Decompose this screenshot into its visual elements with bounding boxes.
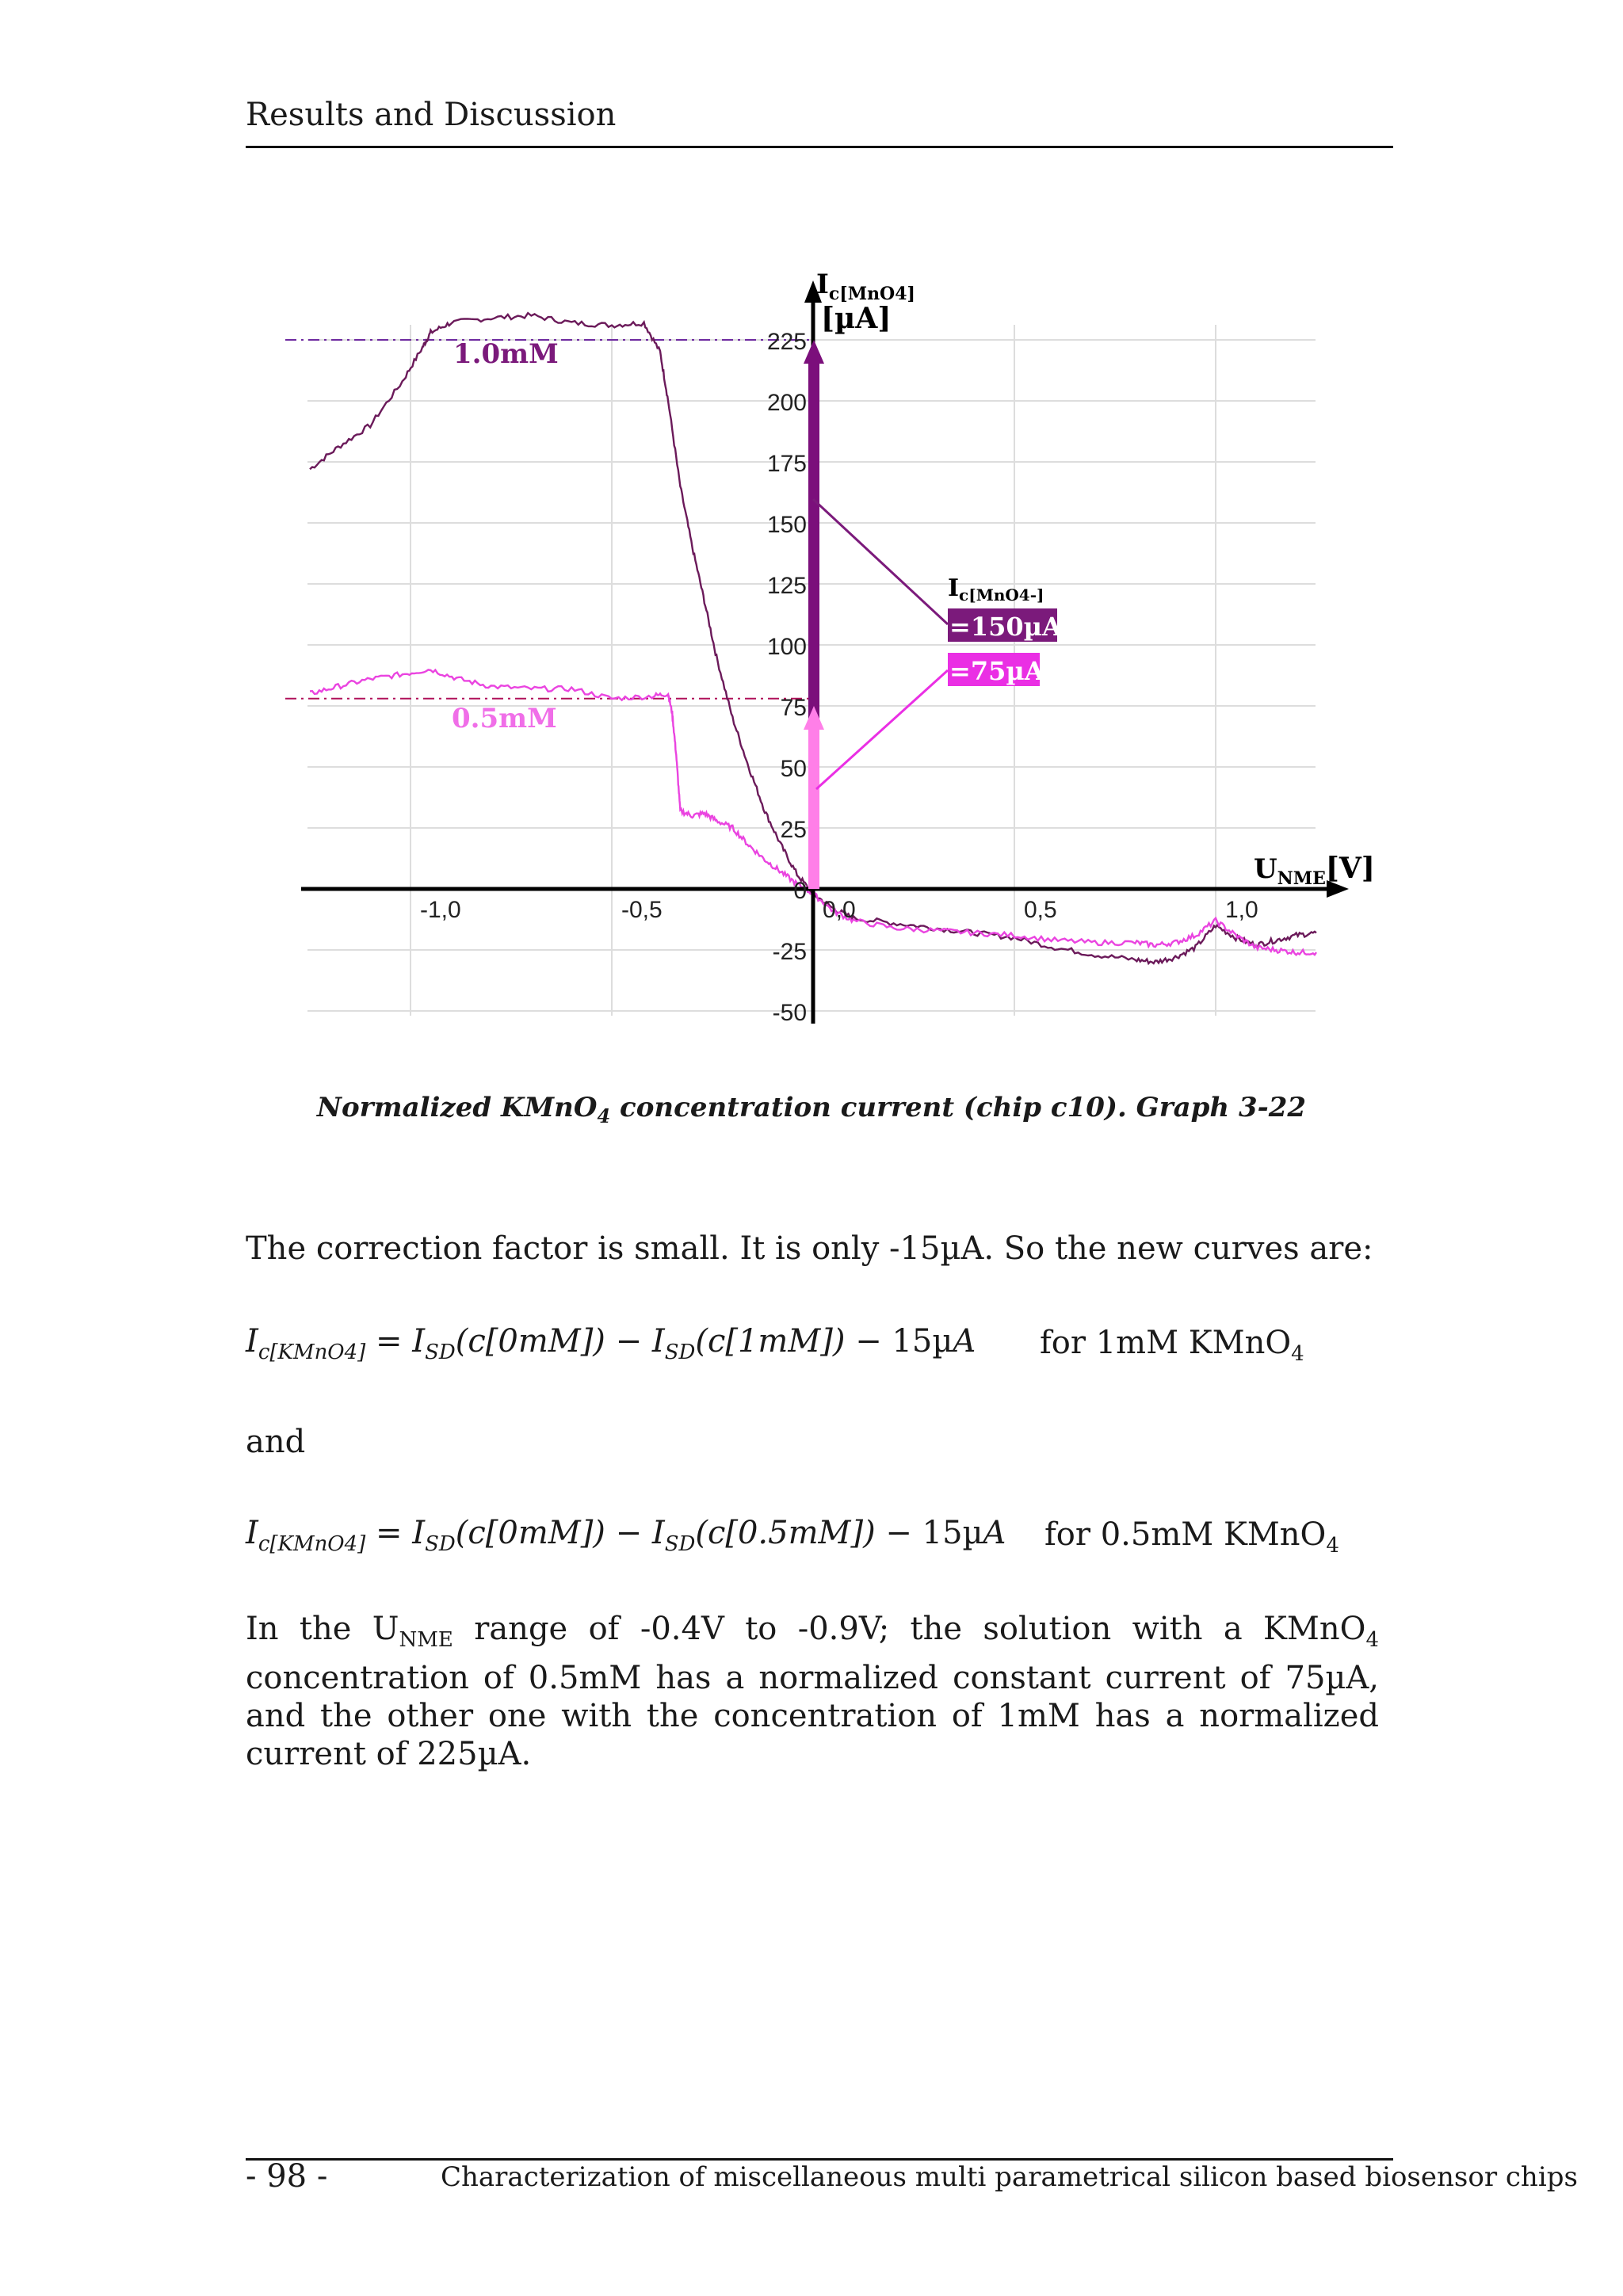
y-tick-label: 75 bbox=[780, 695, 807, 721]
y-axis-title: $I_{c[MnO4]}$ bbox=[816, 269, 915, 304]
paragraph-correction: The correction factor is small. It is only -15µA. So the new curves are: bbox=[246, 1230, 1373, 1267]
annotation-150: =150µA bbox=[949, 612, 1062, 642]
value-arrows bbox=[804, 340, 824, 889]
y-tick-label: 150 bbox=[766, 512, 807, 538]
x-tick-label: 0,0 bbox=[823, 897, 856, 923]
y-tick-label: 125 bbox=[766, 573, 807, 599]
y-tick-label: 25 bbox=[780, 817, 807, 843]
y-tick-label: -25 bbox=[772, 939, 807, 965]
equation-2: $I_{c[KMnO4]} = I_{SD}(c[0mM]) - I_{SD}(c[0.5mM]) - 15\mu A$ bbox=[246, 1515, 1006, 1556]
x-tick-label: -0,5 bbox=[621, 897, 663, 923]
page-number: - 98 - bbox=[246, 2158, 328, 2195]
footer-rule bbox=[246, 2158, 1393, 2161]
y-axis-unit: [µA] bbox=[821, 302, 892, 335]
tick-labels bbox=[420, 329, 1258, 1026]
annotation-title: $I_{c[MnO4-]}$ bbox=[948, 574, 1044, 605]
y-tick-label: 175 bbox=[766, 451, 807, 477]
x-axis-title: $U_{NME}[V]$ bbox=[1254, 852, 1375, 889]
y-tick-label: -50 bbox=[772, 1000, 807, 1026]
y-tick-label: 225 bbox=[766, 329, 807, 355]
running-header: Results and Discussion bbox=[246, 97, 617, 133]
x-tick-label: -1,0 bbox=[420, 897, 461, 923]
figure-caption: Normalized KMnO$_4$ concentration current (chip c10). Graph 3-22 bbox=[316, 1092, 1307, 1127]
label-1mm: 1.0mM bbox=[453, 338, 559, 370]
leader-line-150 bbox=[813, 499, 948, 624]
kmno4-current-chart bbox=[277, 261, 1387, 1030]
y-tick-label: 100 bbox=[766, 634, 807, 660]
x-tick-label: 0,5 bbox=[1024, 897, 1057, 923]
x-tick-label: 1,0 bbox=[1225, 897, 1258, 923]
footer-title: Characterization of miscellaneous multi parametrical silicon based biosensor chips bbox=[441, 2161, 1578, 2193]
y-tick-label: 50 bbox=[780, 756, 807, 782]
leader-line-75 bbox=[816, 670, 948, 789]
label-05mm: 0.5mM bbox=[452, 703, 557, 734]
value-arrow-shaft bbox=[808, 728, 819, 889]
y-tick-label: 200 bbox=[766, 390, 807, 416]
equation-1-label: for 1mM KMnO$_4$ bbox=[1040, 1325, 1304, 1366]
header-rule bbox=[246, 146, 1393, 148]
y-tick-label: 0 bbox=[793, 878, 807, 904]
annotation-75: =75µA bbox=[949, 656, 1044, 686]
paragraph-results: In the $U_{NME}$ range of -0.4V to -0.9V; the solution with a KMnO$_4$ concentration of 0.5mM has a normalized constant current of 75µA, and the other one with the concentration of 1mM has a normalized current of 225µA. bbox=[246, 1611, 1379, 1772]
and-text: and bbox=[246, 1424, 306, 1460]
equation-1: $I_{c[KMnO4]} = I_{SD}(c[0mM]) - I_{SD}(c[1mM]) - 15\mu A$ bbox=[246, 1323, 976, 1364]
equation-2-label: for 0.5mM KMnO$_4$ bbox=[1044, 1516, 1339, 1558]
